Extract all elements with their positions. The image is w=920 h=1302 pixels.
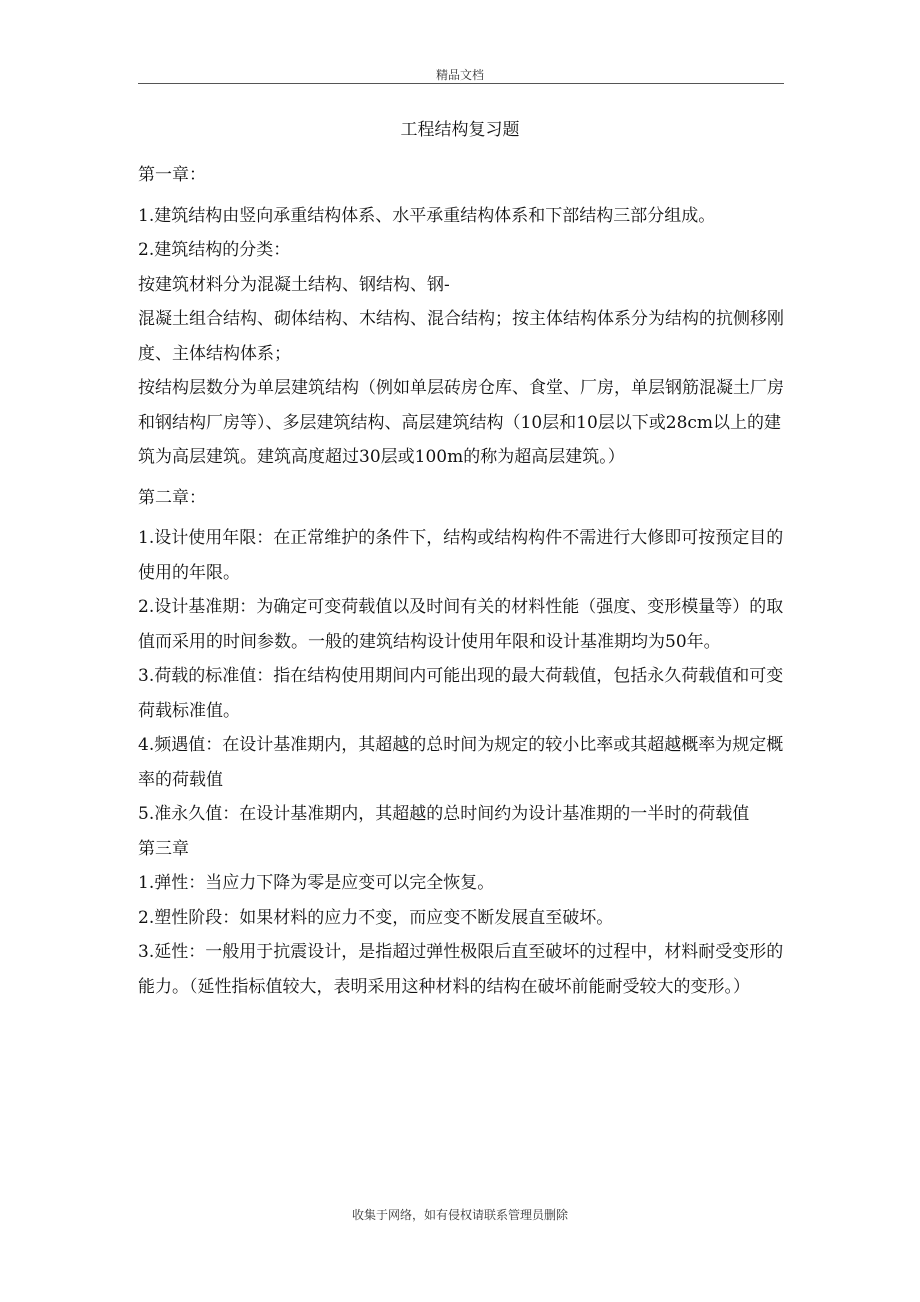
chapter-2-heading: 第二章： xyxy=(138,487,206,508)
page-footer: 收集于网络，如有侵权请联系管理员删除 xyxy=(351,1208,568,1222)
chapter-1-paragraph: 1.建筑结构由竖向承重结构体系、水平承重结构体系和下部结构三部分组成。 xyxy=(138,205,716,226)
header-divider xyxy=(138,83,784,84)
chapter-3-paragraph: 1.弹性：当应力下降为零是应变可以完全恢复。 xyxy=(138,873,495,893)
chapter-2-paragraph: 2.设计基准期：为确定可变荷载值以及时间有关的材料性能（强度、变形模量等）的取值而采用的时间参数。一般的建筑结构设计使用年限和设计基准期均为50年。 xyxy=(138,597,784,652)
chapter-2-paragraph: 3.荷载的标准值：指在结构使用期间内可能出现的最大荷载值，包括永久荷载值和可变荷载标准值。 xyxy=(138,666,784,721)
chapter-1-paragraph: 按建筑材料分为混凝土结构、钢结构、钢- xyxy=(138,274,450,295)
chapter-3-paragraph: 2.塑性阶段：如果材料的应力不变，而应变不断发展直至破坏。 xyxy=(138,907,614,928)
chapter-1-paragraph: 2.建筑结构的分类： xyxy=(138,240,291,260)
chapter-3-heading: 第三章 xyxy=(138,838,189,859)
page-header: 精品文档 xyxy=(435,68,484,82)
chapter-2-paragraph: 1.设计使用年限：在正常维护的条件下，结构或结构构件不需进行大修即可按预定目的使用的年限。 xyxy=(138,528,784,583)
chapter-3-paragraph: 3.延性：一般用于抗震设计，是指超过弹性极限后直至破坏的过程中，材料耐受变形的能力。（延性指标值较大，表明采用这种材料的结构在破坏前能耐受较大的变形。） xyxy=(138,942,784,997)
chapter-1-heading: 第一章： xyxy=(138,165,206,185)
chapter-2-paragraph: 5.准永久值：在设计基准期内，其超越的总时间约为设计基准期的一半时的荷载值 xyxy=(138,804,750,824)
document-body xyxy=(138,158,784,1004)
document-title: 工程结构复习题 xyxy=(400,120,520,140)
chapter-1-paragraph: 混凝土组合结构、砌体结构、木结构、混合结构；按主体结构体系分为结构的抗侧移刚度、主体结构体系； xyxy=(138,309,784,364)
chapter-1-paragraph: 按结构层数分为单层建筑结构（例如单层砖房仓库、食堂、厂房，单层钢筋混凝土厂房和钢结构厂房等）、多层建筑结构、高层建筑结构（10层和10层以下或28cm以上的建筑为高层建筑。建筑高度超过30层或100m的称为超高层建筑。） xyxy=(138,378,784,467)
chapter-2-paragraph: 4.频遇值：在设计基准期内，其超越的总时间为规定的较小比率或其超越概率为规定概率的荷载值 xyxy=(138,735,784,790)
